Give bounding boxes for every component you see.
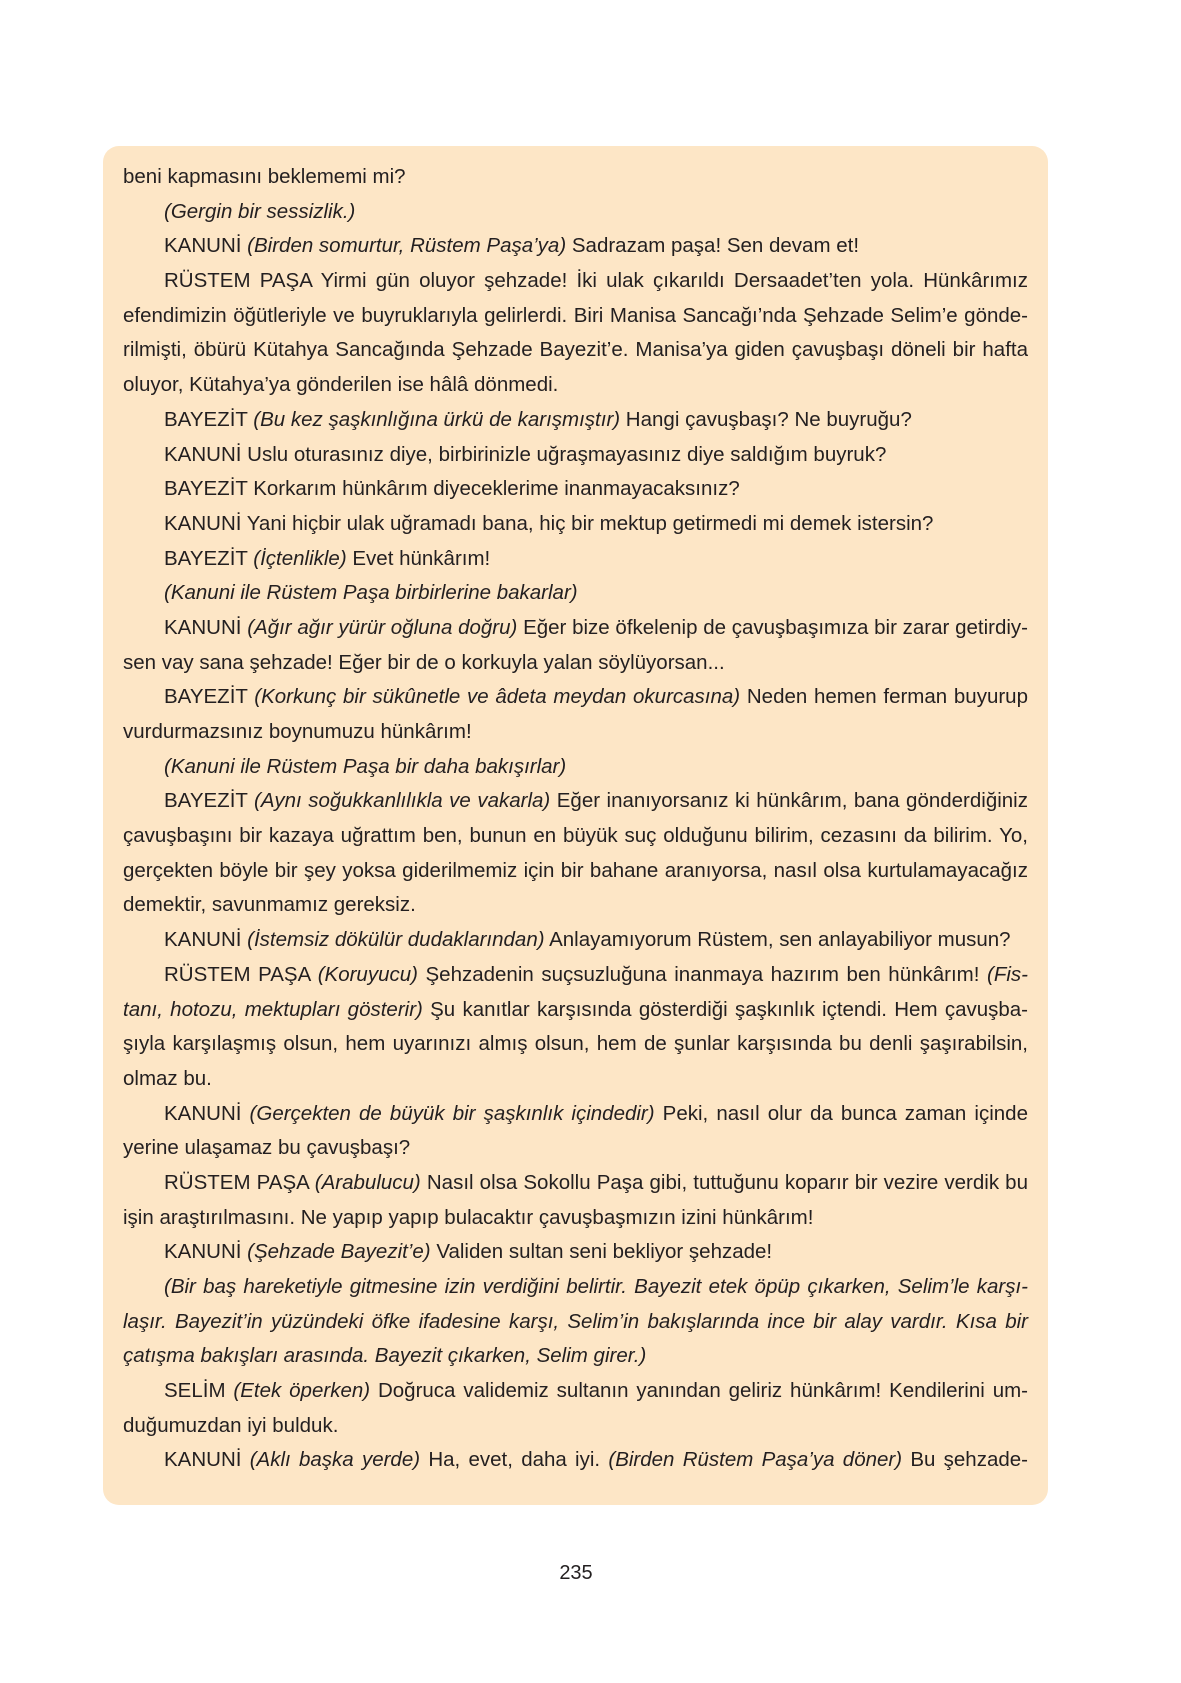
page-number: 235 [559,1562,593,1584]
dialogue-text: BAYEZİT [164,685,255,709]
text-line [123,1166,1028,1201]
dialogue-text: Evet hünkârım! [346,546,491,570]
dialogue-text: Ha, evet, daha iyi. [420,1448,609,1472]
dialogue-text: işin araştırılmasını. Ne yapıp yapıp bulacaktır çavuşbaşmızın izini hünkârım! [123,1205,814,1229]
text-line [123,1062,1028,1097]
stage-direction: (Kanuni ile Rüstem Paşa bir daha bakışırlar) [164,754,567,778]
dialogue-text: BAYEZİT [164,407,254,431]
dialogue-text: RÜSTEM PAŞA [164,962,318,986]
dialogue-text: BAYEZİT [164,546,254,570]
stage-direction: (Gerçekten de büyük bir şaşkınlık içindedir) [249,1101,655,1125]
dialogue-text: Peki, nasıl olur da bunca zaman içinde [654,1101,1028,1125]
text-line [123,229,1028,264]
dialogue-text: Şehzadenin suçsuzluğuna inanmaya hazırım ben hünkârım! [417,962,987,986]
stage-direction: (Bir baş hareketiyle gitmesine izin verdiğini belirtir. Bayezit etek öpüp çıkarken, Selim’le karşı- [164,1275,1028,1298]
text-line [123,958,1028,993]
stage-direction: tanı, hotozu, mektupları gösterir) [123,997,423,1021]
dialogue-text: Eğer inanıyorsanız ki hünkârım, bana gönderdiğiniz [550,789,1028,813]
text-line [123,854,1028,889]
stage-direction: (İçtenlikle) [253,546,347,570]
text-line [123,680,1028,715]
text-line [123,784,1028,819]
text-line [123,368,1028,403]
dialogue-text: KANUNİ Yani hiçbir ulak uğramadı bana, hiç bir mektup getirmedi mi demek istersin? [164,511,934,535]
stage-direction: (Gergin bir sessizlik.) [164,199,356,223]
text-line [123,611,1028,646]
text-line [123,576,1028,611]
dialogue-text: Nasıl olsa Sokollu Paşa gibi, tuttuğunu koparır bir vezire verdik bu [420,1170,1028,1194]
dialogue-text: Bu şehzade- [902,1448,1028,1472]
stage-direction: (Etek öperken) [233,1379,371,1403]
text-line [123,1131,1028,1166]
stage-direction: (Koruyucu) [317,962,418,986]
dialogue-text: olmaz bu. [123,1066,212,1090]
stage-direction: (Birden somurtur, Rüstem Paşa’ya) [247,234,567,258]
text-line [123,195,1028,230]
dialogue-text: KANUNİ [164,1101,250,1125]
text-line [123,333,1028,368]
text-line [123,264,1028,299]
dialogue-text: KANUNİ [164,928,248,952]
dialogue-text: KANUNİ [164,1448,250,1472]
stage-direction: (Birden Rüstem Paşa’ya döner) [608,1448,903,1472]
text-line [123,1097,1028,1132]
dialogue-text: Hangi çavuşbaşı? Ne buyruğu? [620,407,912,431]
text-line [123,923,1028,958]
dialogue-text: BAYEZİT Korkarım hünkârım diyeceklerime inanmayacaksınız? [164,477,740,501]
text-line [123,507,1028,542]
text-line [123,299,1028,334]
dialogue-text: gerçekten böyle bir şey yoksa giderilmemiz için bir bahane aranıyorsa, nasıl olsa kurtulamayacağız [123,858,1028,882]
stage-direction: (Fis- [987,962,1028,986]
stage-direction: (Aklı başka yerde) [249,1448,421,1472]
dialogue-text: Validen sultan seni bekliyor şehzade! [430,1240,773,1264]
stage-direction: (Arabulucu) [314,1170,421,1194]
text-line [123,1305,1028,1340]
dialogue-text: Doğruca validemiz sultanın yanından geliriz hünkârım! Kendilerini um- [370,1379,1029,1403]
stage-direction: (Kanuni ile Rüstem Paşa birbirlerine bakarlar) [164,581,578,605]
dialogue-text: KANUNİ Uslu oturasınız diye, birbirinizle uğraşmayasınız diye saldığım buyruk? [164,442,887,466]
play-dialogue-text [123,160,1028,1478]
text-line [123,160,1028,195]
dialogue-text: sen vay sana şehzade! Eğer bir de o korkuyla yalan söylüyorsan... [123,650,725,674]
text-line [123,1027,1028,1062]
stage-direction: (Ağır ağır yürür oğluna doğru) [247,615,518,639]
dialogue-text: BAYEZİT [164,789,255,813]
dialogue-text: rilmişti, öbürü Kütahya Sancağında Şehzade Bayezit’e. Manisa’ya giden çavuşbaşı döneli bir hafta [123,338,1028,362]
stage-direction: (Şehzade Bayezit’e) [247,1240,431,1264]
text-line [123,1443,1028,1478]
text-line [123,1270,1028,1305]
text-line [123,1374,1028,1409]
dialogue-text: beni kapmasını beklememi mi? [123,165,406,188]
text-line [123,819,1028,854]
text-line [123,993,1028,1028]
dialogue-text: Sadrazam paşa! Sen devam et! [566,234,860,258]
text-line [123,1235,1028,1270]
stage-direction: (Korkunç bir sükûnetle ve âdeta meydan okurcasına) [254,685,741,709]
text-line [123,438,1028,473]
text-line [123,1409,1028,1444]
dialogue-text: Neden hemen ferman buyurup [740,685,1028,709]
stage-direction: laşır. Bayezit’in yüzündeki öfke ifadesine karşı, Selim’in bakışlarında ince bir alay vardır. Kısa bir [123,1309,1028,1333]
text-line [123,715,1028,750]
text-line [123,646,1028,681]
text-line [123,403,1028,438]
stage-direction: (İstemsiz dökülür dudaklarından) [247,928,545,952]
dialogue-text: duğumuzdan iyi bulduk. [123,1413,339,1437]
stage-direction: (Bu kez şaşkınlığına ürkü de karışmıştır) [253,407,621,431]
text-line [123,750,1028,785]
dialogue-text: Anlayamıyorum Rüstem, sen anlayabiliyor musun? [544,928,1011,952]
dialogue-text: KANUNİ [164,234,248,258]
text-line [123,1339,1028,1374]
dialogue-text: KANUNİ [164,1240,248,1264]
dialogue-text: yerine ulaşamaz bu çavuşbaşı? [123,1136,411,1160]
dialogue-text: vurdurmazsınız boynumuzu hünkârım! [123,720,472,743]
stage-direction: çatışma bakışları arasında. Bayezit çıkarken, Selim girer.) [123,1344,647,1368]
stage-direction: (Aynı soğukkanlılıkla ve vakarla) [254,789,551,813]
dialogue-text: RÜSTEM PAŞA Yirmi gün oluyor şehzade! İki ulak çıkarıldı Dersaadet’ten yola. Hünkârımız [164,269,1028,293]
dialogue-text: çavuşbaşını bir kazaya uğrattım ben, bunun en büyük suç olduğunu bilirim, cezasını da bilirim. Yo, [123,824,1028,848]
dialogue-text: Şu kanıtlar karşısında gösterdiği şaşkınlık içtendi. Hem çavuşba- [422,997,1028,1021]
dialogue-text: oluyor, Kütahya’ya gönderilen ise hâlâ dönmedi. [123,373,559,397]
dialogue-text: efendimizin öğütleriyle ve buyruklarıyla gelirlerdi. Biri Manisa Sancağı’nda Şehzade Selim’e gönde- [123,303,1028,327]
dialogue-text: RÜSTEM PAŞA [164,1170,315,1194]
dialogue-text: şıyla karşılaşmış olsun, hem uyarınızı almış olsun, hem de şunlar karşısında bu denli şaşırabilsin, [123,1032,1028,1056]
dialogue-text: SELİM [164,1379,234,1403]
text-line [123,1201,1028,1236]
dialogue-text: demektir, savunmamız gereksiz. [123,893,416,917]
dialogue-text: KANUNİ [164,615,248,639]
dialogue-text: Eğer bize öfkelenip de çavuşbaşımıza bir zarar getirdiy- [517,615,1028,639]
text-line [123,542,1028,577]
text-line [123,472,1028,507]
text-line [123,888,1028,923]
